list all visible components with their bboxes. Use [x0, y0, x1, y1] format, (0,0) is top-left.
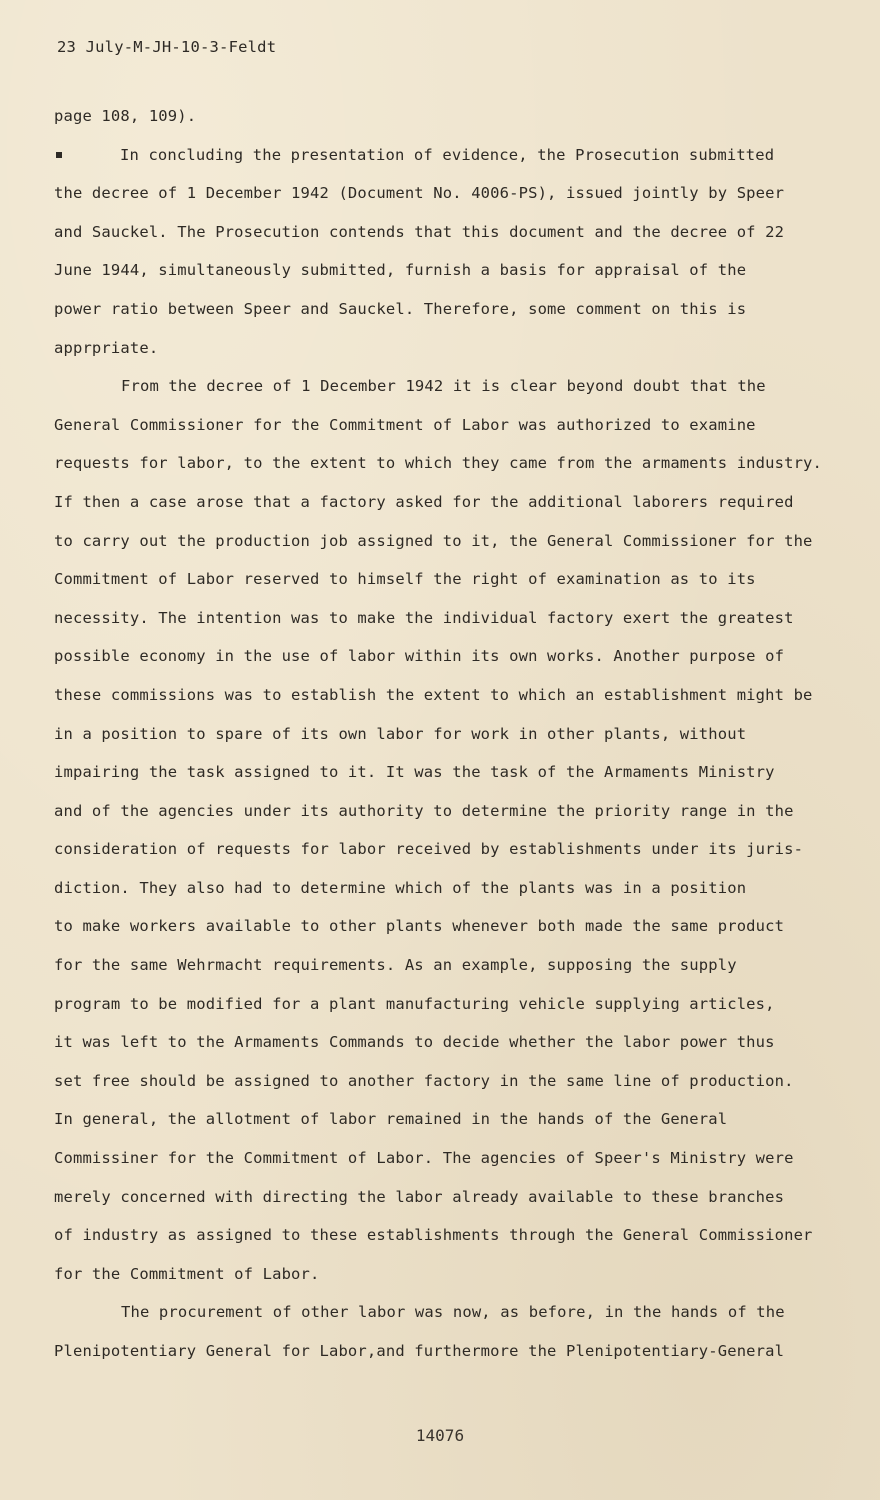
text-line: General Commissioner for the Commitment of Labor was authorized to examine — [54, 415, 756, 434]
text-line: requests for labor, to the extent to which they came from the armaments industry. — [54, 454, 823, 473]
text-line: and Sauckel. The Prosecution contends that this document and the decree of 22 — [54, 222, 785, 241]
text-line: In concluding the presentation of evidence, the Prosecution submitted — [120, 145, 775, 164]
text-line: Commissiner for the Commitment of Labor. The agencies of Speer's Ministry were — [54, 1149, 794, 1168]
text-line: diction. They also had to determine which of the plants was in a position — [54, 878, 747, 897]
text-line: Plenipotentiary General for Labor,and furthermore the Plenipotentiary-General — [54, 1342, 785, 1360]
text-line: for the Commitment of Labor. — [54, 1264, 320, 1283]
text-line: merely concerned with directing the labor already available to these branches — [54, 1187, 785, 1206]
paragraph-start-line: From the decree of 1 December 1942 it is clear beyond doubt that the — [121, 377, 766, 396]
text-line: Commitment of Labor reserved to himself the right of examination as to its — [54, 570, 756, 589]
text-line: and of the agencies under its authority to determine the priority range in the — [54, 801, 794, 820]
text-line: apprpriate. — [54, 338, 159, 357]
paragraph-start-line: The procurement of other labor was now, as before, in the hands of the — [121, 1303, 785, 1322]
text-line: power ratio between Speer and Sauckel. Therefore, some comment on this is — [54, 299, 747, 318]
text-line: consideration of requests for labor received by establishments under its juris- — [54, 840, 804, 859]
text-line: it was left to the Armaments Commands to decide whether the labor power thus — [54, 1033, 775, 1052]
bullet-mark — [56, 152, 62, 158]
text-line: of industry as assigned to these establishments through the General Commissioner — [54, 1226, 813, 1245]
text-line: the decree of 1 December 1942 (Document No. 4006-PS), issued jointly by Speer — [54, 184, 785, 203]
text-line: page 108, 109). — [54, 107, 197, 125]
text-line: program to be modified for a plant manufacturing vehicle supplying articles, — [54, 994, 775, 1013]
text-line: to make workers available to other plants whenever both made the same product — [54, 917, 785, 936]
text-line: to carry out the production job assigned to it, the General Commissioner for the — [54, 531, 813, 550]
text-line: In general, the allotment of labor remained in the hands of the General — [54, 1110, 728, 1129]
text-line: in a position to spare of its own labor for work in other plants, without — [54, 724, 747, 743]
text-line: June 1944, simultaneously submitted, furnish a basis for appraisal of the — [54, 261, 747, 280]
text-line: for the same Wehrmacht requirements. As an example, supposing the supply — [54, 956, 737, 975]
text-line: possible economy in the use of labor within its own works. Another purpose of — [54, 647, 785, 666]
page-number: 14076 — [415, 1426, 465, 1445]
text-line: set free should be assigned to another factory in the same line of production. — [54, 1071, 794, 1090]
text-line: necessity. The intention was to make the individual factory exert the greatest — [54, 608, 794, 627]
text-line: impairing the task assigned to it. It was the task of the Armaments Ministry — [54, 763, 775, 782]
text-line: these commissions was to establish the extent to which an establishment might be — [54, 685, 813, 704]
paragraph-start-line — [54, 136, 829, 175]
text-line: If then a case arose that a factory asked for the additional laborers required — [54, 492, 794, 511]
document-reference: 23 July-M-JH-10-3-Feldt — [57, 38, 277, 56]
document-body — [54, 97, 829, 1371]
